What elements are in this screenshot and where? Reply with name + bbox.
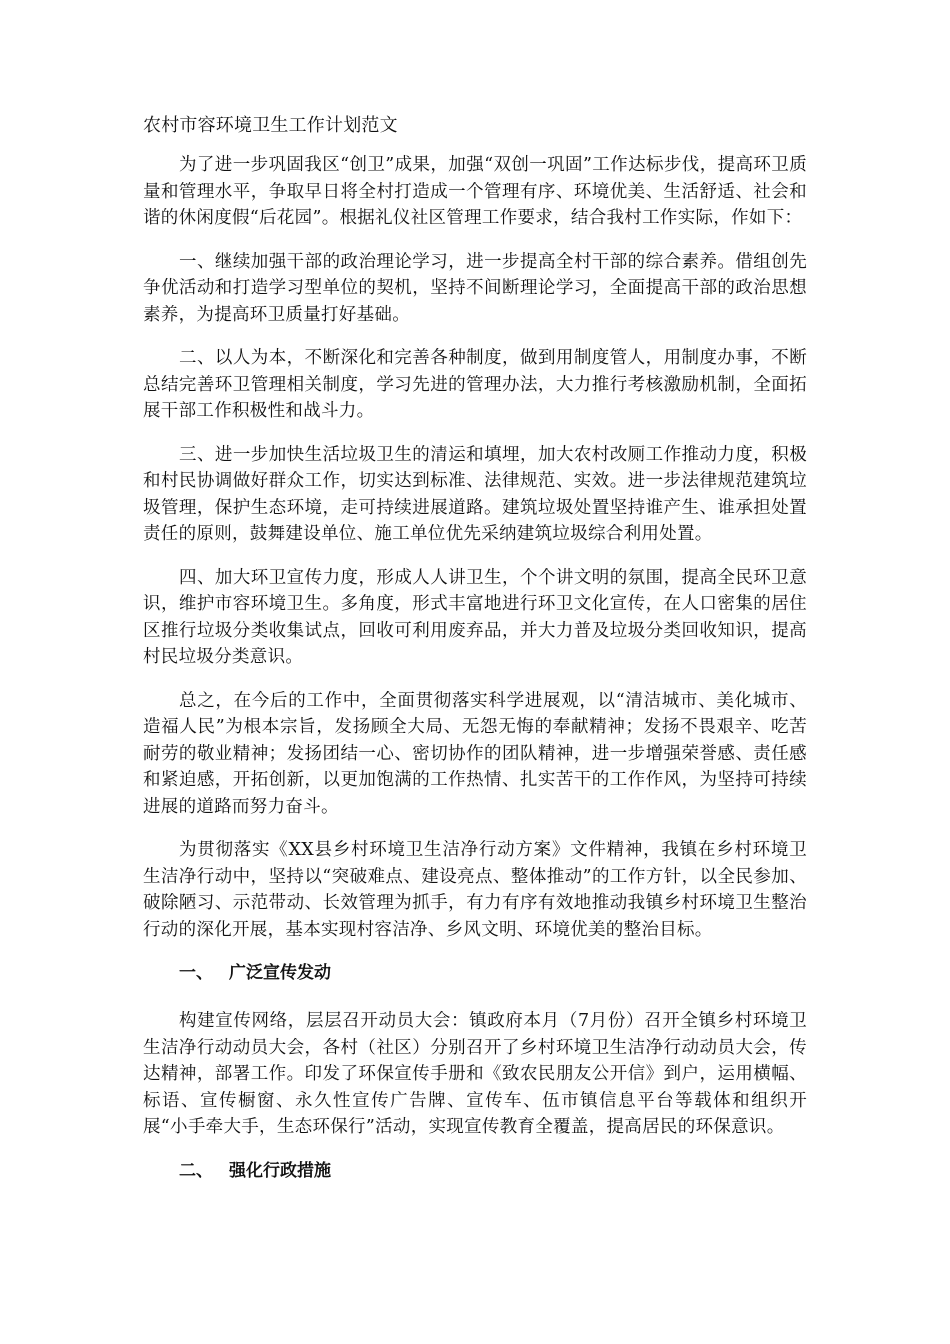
paragraph-item-4: 四、加大环卫宣传力度，形成人人讲卫生，个个讲文明的氛围，提高全民环卫意识，维护市容环境卫生。多角度，形式丰富地进行环卫文化宣传，在人口密集的居住区推行垃圾分类收集试点，回收可利用废弃品，并大力普及垃圾分类回收知识，提高村民垃圾分类意识。 bbox=[143, 567, 807, 667]
section-number: 一、 bbox=[179, 963, 213, 983]
section-number: 二、 bbox=[179, 1160, 213, 1181]
intro-paragraph: 为了进一步巩固我区“创卫”成果，加强“双创一巩固”工作达标步伐，提高环卫质量和管理水平，争取早日将全村打造成一个管理有序、环境优美、生活舒适、社会和谐的休闲度假“后花园”。根据礼仪社区管理工作要求，结合我村工作实际，作如下： bbox=[143, 155, 807, 228]
section-title: 强化行政措施 bbox=[229, 1160, 331, 1181]
section-title: 广泛宣传发动 bbox=[229, 963, 331, 983]
section-heading-2 bbox=[143, 1158, 807, 1184]
section-1-paragraph: 构建宣传网络，层层召开动员大会：镇政府本月（7月份）召开全镇乡村环境卫生洁净行动动员大会，各村（社区）分别召开了乡村环境卫生洁净行动动员大会，传达精神，部署工作。印发了环保宣传手册和《致农民朋友公开信》到户，运用横幅、标语、宣传橱窗、永久性宣传广告牌、宣传车、伍市镇信息平台等载体和组织开展“小手牵大手，生态环保行”活动，实现宣传教育全覆盖，提高居民的环保意识。 bbox=[143, 1011, 807, 1137]
section-heading-1 bbox=[143, 960, 807, 986]
implementation-paragraph: 为贯彻落实《XX县乡村环境卫生洁净行动方案》文件精神，我镇在乡村环境卫生洁净行动中，坚持以“突破难点、建设亮点、整体推动”的工作方针，以全民参加、破除陋习、示范带动、长效管理为抓手，有力有序有效地推动我镇乡村环境卫生整治行动的深化开展，基本实现村容洁净、乡风文明、环境优美的整治目标。 bbox=[143, 840, 807, 940]
document-title: 农村市容环境卫生工作计划范文 bbox=[143, 115, 398, 136]
document-page bbox=[143, 112, 807, 1206]
paragraph-item-3: 三、进一步加快生活垃圾卫生的清运和填埋，加大农村改厕工作推动力度，积极和村民协调做好群众工作，切实达到标准、法律规范、实效。进一步法律规范建筑垃圾管理，保护生态环境，走可持续进展道路。建筑垃圾处置坚持谁产生、谁承担处置责任的原则，鼓舞建设单位、施工单位优先采纳建筑垃圾综合利用处置。 bbox=[143, 444, 807, 544]
paragraph-item-2: 二、以人为本，不断深化和完善各种制度，做到用制度管人，用制度办事，不断总结完善环卫管理相关制度，学习先进的管理办法，大力推行考核激励机制，全面拓展干部工作积极性和战斗力。 bbox=[143, 348, 807, 421]
paragraph-item-1: 一、继续加强干部的政治理论学习，进一步提高全村干部的综合素养。借组创先争优活动和打造学习型单位的契机，坚持不间断理论学习，全面提高干部的政治思想素养，为提高环卫质量打好基础。 bbox=[143, 251, 807, 325]
summary-paragraph: 总之，在今后的工作中，全面贯彻落实科学进展观，以“清洁城市、美化城市、造福人民”为根本宗旨，发扬顾全大局、无怨无悔的奉献精神；发扬不畏艰辛、吃苦耐劳的敬业精神；发扬团结一心、密切协作的团队精神，进一步增强荣誉感、责任感和紧迫感，开拓创新，以更加饱满的工作热情、扎实苦干的工作作风，为坚持可持续进展的道路而努力奋斗。 bbox=[143, 690, 807, 817]
